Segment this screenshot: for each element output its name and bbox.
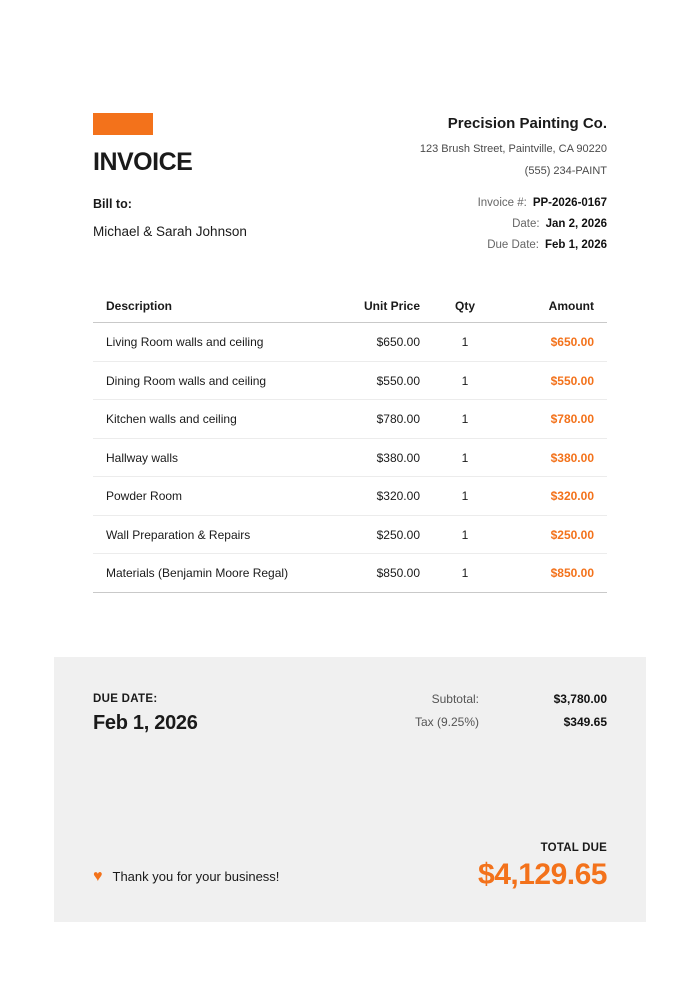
bill-to-label: Bill to: bbox=[93, 197, 132, 211]
table-row bbox=[93, 439, 607, 478]
cell-qty: 1 bbox=[461, 335, 469, 350]
thank-you-note bbox=[93, 869, 279, 892]
subtotal-label: Subtotal: bbox=[431, 691, 479, 706]
invoice-title: INVOICE bbox=[93, 148, 193, 176]
company-phone: (555) 234-PAINT bbox=[524, 165, 607, 177]
invoice-due-date-row bbox=[478, 239, 607, 252]
table-header-row bbox=[93, 290, 607, 323]
cell-qty: 1 bbox=[461, 566, 469, 581]
summary-bottom bbox=[93, 842, 607, 892]
cell-description: Wall Preparation & Repairs bbox=[106, 527, 251, 542]
invoice-date-value: Jan 2, 2026 bbox=[545, 218, 607, 231]
invoice-due-date-label: Due Date: bbox=[487, 239, 539, 252]
invoice-due-date-value: Feb 1, 2026 bbox=[544, 239, 607, 252]
cell-description: Dining Room walls and ceiling bbox=[106, 373, 267, 388]
cell-unit-price: $650.00 bbox=[376, 335, 420, 350]
table-row bbox=[93, 362, 607, 401]
cell-description: Materials (Benjamin Moore Regal) bbox=[106, 566, 289, 581]
cell-description: Powder Room bbox=[106, 489, 183, 504]
total-due-label: TOTAL DUE bbox=[540, 841, 607, 854]
table-body bbox=[93, 323, 607, 593]
company-name: Precision Painting Co. bbox=[447, 115, 607, 132]
brand-logo-block bbox=[93, 113, 153, 135]
cell-unit-price: $250.00 bbox=[376, 527, 420, 542]
cell-amount: $320.00 bbox=[550, 489, 594, 504]
due-date-block bbox=[93, 693, 198, 739]
col-header-amount: Amount bbox=[548, 299, 594, 314]
cell-unit-price: $380.00 bbox=[376, 450, 420, 465]
cell-amount: $250.00 bbox=[550, 527, 594, 542]
cell-amount: $380.00 bbox=[550, 450, 594, 465]
invoice-number-value: PP-2026-0167 bbox=[532, 197, 607, 209]
cell-amount: $550.00 bbox=[550, 373, 594, 388]
cell-unit-price: $780.00 bbox=[376, 412, 420, 427]
cell-unit-price: $850.00 bbox=[376, 566, 420, 581]
table-row bbox=[93, 477, 607, 516]
summary-panel bbox=[54, 657, 646, 922]
line-items-table bbox=[93, 290, 607, 593]
cell-description: Kitchen walls and ceiling bbox=[106, 412, 237, 427]
tax-row bbox=[415, 716, 607, 729]
cell-unit-price: $550.00 bbox=[376, 373, 420, 388]
invoice-date-label: Date: bbox=[512, 218, 540, 231]
cell-amount: $850.00 bbox=[550, 566, 594, 581]
client-name: Michael & Sarah Johnson bbox=[93, 224, 247, 239]
summary-top bbox=[93, 693, 607, 739]
bill-to-block bbox=[93, 197, 247, 260]
cell-description: Living Room walls and ceiling bbox=[106, 335, 264, 350]
subtotal-value: $3,780.00 bbox=[553, 691, 607, 706]
invoice-date-row bbox=[478, 218, 607, 231]
col-header-unit-price: Unit Price bbox=[363, 299, 420, 314]
totals-block bbox=[415, 693, 607, 739]
tax-label: Tax (9.25%) bbox=[414, 715, 479, 730]
total-due-amount: $4,129.65 bbox=[478, 857, 607, 891]
cell-amount: $650.00 bbox=[550, 335, 594, 350]
subtotal-row bbox=[415, 693, 607, 706]
cell-unit-price: $320.00 bbox=[376, 489, 420, 504]
thank-you-text: Thank you for your business! bbox=[112, 869, 280, 885]
table-row bbox=[93, 323, 607, 362]
company-info bbox=[420, 113, 607, 177]
invoice-header bbox=[0, 0, 700, 177]
cell-description: Hallway walls bbox=[106, 450, 179, 465]
total-due-block bbox=[478, 842, 607, 892]
invoice-number-label: Invoice #: bbox=[477, 197, 527, 209]
header-left bbox=[93, 113, 192, 177]
cell-qty: 1 bbox=[461, 527, 469, 542]
tax-value: $349.65 bbox=[563, 715, 607, 730]
cell-qty: 1 bbox=[461, 373, 469, 388]
col-header-qty: Qty bbox=[454, 299, 475, 314]
company-address: 123 Brush Street, Paintville, CA 90220 bbox=[419, 143, 607, 155]
billing-row bbox=[0, 197, 700, 260]
col-header-description: Description bbox=[106, 299, 173, 314]
cell-amount: $780.00 bbox=[550, 412, 594, 427]
table-row bbox=[93, 400, 607, 439]
table-row bbox=[93, 516, 607, 555]
cell-qty: 1 bbox=[461, 412, 469, 427]
due-date-label: DUE DATE: bbox=[93, 692, 158, 705]
invoice-meta-block bbox=[478, 197, 607, 260]
cell-qty: 1 bbox=[461, 450, 469, 465]
cell-qty: 1 bbox=[461, 489, 469, 504]
heart-icon: ♥ bbox=[93, 867, 103, 885]
invoice-number-row bbox=[478, 197, 607, 210]
table-row bbox=[93, 554, 607, 593]
due-date-value: Feb 1, 2026 bbox=[93, 711, 198, 734]
